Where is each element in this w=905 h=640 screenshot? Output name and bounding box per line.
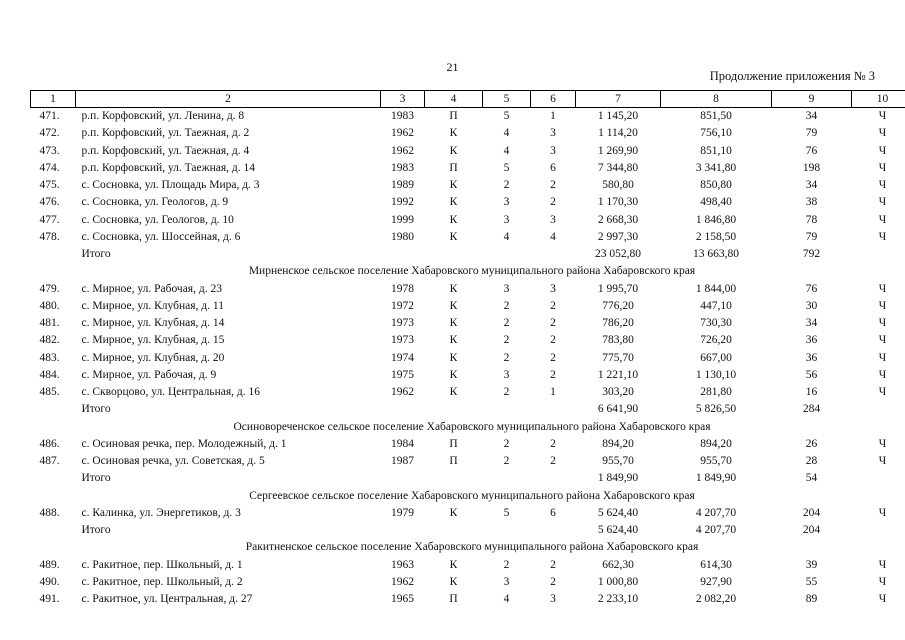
- area-living: 955,70: [700, 455, 732, 468]
- address: с. Скворцово, ул. Центральная, д. 16: [81, 386, 261, 399]
- category: Ч: [878, 144, 887, 157]
- table-row: [31, 574, 905, 591]
- entrances: 4: [550, 230, 556, 243]
- entrances: 1: [550, 386, 556, 399]
- area-total: 5 624,40: [597, 524, 639, 537]
- column-header: 10: [852, 91, 905, 108]
- year: 1975: [391, 368, 414, 381]
- area-living: 13 663,80: [693, 248, 739, 261]
- category: Ч: [878, 317, 887, 330]
- wall-type: К: [449, 317, 458, 330]
- row-number: 477.: [39, 213, 60, 226]
- category: Ч: [878, 179, 887, 192]
- row-number: 480.: [39, 299, 60, 312]
- residents: 26: [805, 437, 818, 450]
- area-living: 927,90: [700, 575, 732, 588]
- area-total: 783,80: [602, 334, 634, 347]
- floors: 5: [503, 110, 510, 123]
- table-row: [31, 281, 905, 298]
- area-total: 894,20: [602, 437, 634, 450]
- table-row: [31, 367, 905, 384]
- entrances: [531, 246, 576, 263]
- area-total: 2 668,30: [597, 213, 639, 226]
- entrances: 3: [550, 282, 556, 295]
- table-row: [31, 436, 905, 453]
- residents: 198: [802, 161, 821, 174]
- area-living: 850,80: [700, 179, 732, 192]
- entrances: 6: [550, 506, 556, 519]
- row-number: 485.: [39, 386, 60, 399]
- year: 1984: [391, 437, 414, 450]
- entrances: 2: [550, 179, 556, 192]
- column-header: 7: [576, 91, 661, 108]
- area-living: 4 207,70: [695, 524, 737, 537]
- category: Ч: [878, 196, 887, 209]
- residents: 78: [805, 213, 818, 226]
- year: [381, 522, 425, 539]
- entrances: 2: [550, 368, 556, 381]
- wall-type: К: [449, 127, 458, 140]
- row-number: 475.: [39, 179, 60, 192]
- wall-type: П: [449, 437, 458, 450]
- residents: 36: [805, 334, 818, 347]
- wall-type: К: [449, 506, 458, 519]
- row-number: 484.: [39, 368, 60, 381]
- row-number: 476.: [39, 196, 60, 209]
- year: 1965: [391, 593, 414, 606]
- wall-type: К: [449, 351, 458, 364]
- wall-type: К: [449, 368, 458, 381]
- floors: 3: [503, 575, 510, 588]
- year: 1974: [391, 351, 414, 364]
- year: 1962: [391, 386, 414, 399]
- area-total: 1 269,90: [597, 144, 639, 157]
- floors: 4: [503, 127, 510, 140]
- entrances: 3: [550, 127, 556, 140]
- residents: 204: [802, 524, 821, 537]
- area-living: 281,80: [700, 386, 732, 399]
- area-living: 5 826,50: [695, 403, 737, 416]
- column-header: 5: [483, 91, 531, 108]
- wall-type: К: [449, 386, 458, 399]
- header-row: [31, 91, 905, 108]
- wall-type: К: [449, 144, 458, 157]
- address: с. Ракитное, пер. Школьный, д. 1: [81, 558, 243, 571]
- area-total: 1 170,30: [597, 196, 639, 209]
- residents: 204: [802, 506, 821, 519]
- year: [381, 401, 425, 418]
- year: 1983: [391, 161, 414, 174]
- wall-type: К: [449, 575, 458, 588]
- category: Ч: [878, 351, 887, 364]
- year: 1999: [391, 213, 414, 226]
- category: Ч: [878, 558, 887, 571]
- table-row: [31, 212, 905, 229]
- area-total: 5 624,40: [597, 506, 639, 519]
- row-number: [31, 246, 76, 263]
- wall-type: К: [449, 213, 458, 226]
- category: Ч: [878, 506, 887, 519]
- address: с. Сосновка, ул. Площадь Мира, д. 3: [81, 179, 260, 192]
- area-total: 955,70: [602, 455, 634, 468]
- table-row: [31, 315, 905, 332]
- category: Ч: [878, 437, 887, 450]
- address: р.п. Корфовский, ул. Таежная, д. 2: [81, 127, 250, 140]
- section-title: Осиновореченское сельское поселение Хабаровского муниципального района Хабаровского края: [233, 420, 711, 433]
- category: Ч: [878, 282, 887, 295]
- category: Ч: [878, 230, 887, 243]
- residents: 76: [805, 144, 818, 157]
- row-number: 473.: [39, 144, 60, 157]
- address: р.п. Корфовский, ул. Ленина, д. 8: [81, 110, 245, 123]
- wall-type: [425, 522, 483, 539]
- wall-type: [425, 246, 483, 263]
- table-row: [31, 229, 905, 246]
- area-living: 851,50: [700, 110, 732, 123]
- wall-type: К: [449, 196, 458, 209]
- column-header: 2: [76, 91, 381, 108]
- address: с. Сосновка, ул. Шоссейная, д. 6: [81, 230, 241, 243]
- total-row: [31, 522, 905, 539]
- category: Ч: [878, 593, 887, 606]
- area-living: 730,30: [700, 317, 732, 330]
- entrances: 3: [550, 213, 556, 226]
- entrances: 1: [550, 110, 556, 123]
- residents: 34: [805, 317, 818, 330]
- residents: 36: [805, 351, 818, 364]
- area-total: 786,20: [602, 317, 634, 330]
- address: с. Калинка, ул. Энергетиков, д. 3: [81, 506, 241, 519]
- residents: 54: [805, 472, 818, 485]
- floors: 5: [503, 161, 510, 174]
- floors: 3: [503, 213, 510, 226]
- area-living: 1 846,80: [695, 213, 737, 226]
- total-row: [31, 401, 905, 418]
- wall-type: К: [449, 558, 458, 571]
- residents: 56: [805, 368, 818, 381]
- entrances: [531, 522, 576, 539]
- year: [381, 246, 425, 263]
- address: с. Мирное, ул. Рабочая, д. 9: [81, 368, 217, 381]
- area-total: 1 145,20: [597, 110, 639, 123]
- entrances: 2: [550, 351, 556, 364]
- row-number: 482.: [39, 334, 60, 347]
- year: 1983: [391, 110, 414, 123]
- area-total: 775,70: [602, 351, 634, 364]
- entrances: 2: [550, 455, 556, 468]
- address: Итого: [81, 403, 111, 416]
- year: 1987: [391, 455, 414, 468]
- entrances: [531, 401, 576, 418]
- floors: 5: [503, 506, 510, 519]
- residents: 28: [805, 455, 818, 468]
- table-row: [31, 332, 905, 349]
- floors: 3: [503, 368, 510, 381]
- category: Ч: [878, 455, 887, 468]
- address: с. Мирное, ул. Клубная, д. 14: [81, 317, 225, 330]
- category: Ч: [878, 299, 887, 312]
- area-living: 1 849,90: [695, 472, 737, 485]
- address: с. Осиновая речка, пер. Молодежный, д. 1: [81, 437, 287, 450]
- residents: 34: [805, 110, 818, 123]
- area-living: 726,20: [700, 334, 732, 347]
- section-title: Ракитненское сельское поселение Хабаровского муниципального района Хабаровского края: [245, 541, 699, 554]
- wall-type: П: [449, 593, 458, 606]
- area-total: 2 233,10: [597, 593, 639, 606]
- year: 1978: [391, 282, 414, 295]
- year: 1962: [391, 144, 414, 157]
- year: 1973: [391, 317, 414, 330]
- column-header: 4: [425, 91, 483, 108]
- housing-table: [30, 90, 905, 608]
- address: Итого: [81, 472, 111, 485]
- address: р.п. Корфовский, ул. Таежная, д. 14: [81, 161, 255, 174]
- section-row: [31, 488, 905, 505]
- row-number: 488.: [39, 506, 60, 519]
- area-total: 7 344,80: [597, 161, 639, 174]
- residents: 34: [805, 179, 818, 192]
- floors: 2: [503, 179, 510, 192]
- year: 1973: [391, 334, 414, 347]
- address: Итого: [81, 524, 111, 537]
- row-number: 491.: [39, 593, 60, 606]
- area-living: 851,10: [700, 144, 732, 157]
- category: Ч: [878, 386, 887, 399]
- area-total: 303,20: [602, 386, 634, 399]
- wall-type: К: [449, 334, 458, 347]
- area-living: 3 341,80: [695, 161, 737, 174]
- floors: 2: [503, 299, 510, 312]
- table-row: [31, 384, 905, 401]
- column-header: 6: [531, 91, 576, 108]
- table-row: [31, 177, 905, 194]
- address: с. Ракитное, пер. Школьный, д. 2: [81, 575, 243, 588]
- area-total: 1 000,80: [597, 575, 639, 588]
- area-total: 23 052,80: [595, 248, 641, 261]
- wall-type: [425, 470, 483, 487]
- area-total: 1 995,70: [597, 282, 639, 295]
- row-number: 478.: [39, 230, 60, 243]
- category: Ч: [878, 368, 887, 381]
- floors: 4: [503, 230, 510, 243]
- category: Ч: [878, 213, 887, 226]
- address: Итого: [81, 248, 111, 261]
- area-total: 580,80: [602, 179, 634, 192]
- entrances: 2: [550, 196, 556, 209]
- year: 1980: [391, 230, 414, 243]
- residents: 79: [805, 127, 818, 140]
- floors: 3: [503, 196, 510, 209]
- row-number: 471.: [39, 110, 60, 123]
- category: [852, 401, 905, 418]
- residents: 284: [802, 403, 821, 416]
- address: с. Ракитное, ул. Центральная, д. 27: [81, 593, 253, 606]
- category: [852, 522, 905, 539]
- table-row: [31, 143, 905, 160]
- floors: 2: [503, 334, 510, 347]
- floors: 2: [503, 558, 510, 571]
- category: Ч: [878, 575, 887, 588]
- address: р.п. Корфовский, ул. Таежная, д. 4: [81, 144, 250, 157]
- section-title: Сергеевское сельское поселение Хабаровского муниципального района Хабаровского края: [249, 489, 695, 502]
- floors: [483, 401, 531, 418]
- section-row: [31, 539, 905, 556]
- area-living: 894,20: [700, 437, 732, 450]
- row-number: 481.: [39, 317, 60, 330]
- table-row: [31, 125, 905, 142]
- address: с. Осиновая речка, ул. Советская, д. 5: [81, 455, 265, 468]
- area-total: 1 849,90: [597, 472, 639, 485]
- total-row: [31, 246, 905, 263]
- table-row: [31, 453, 905, 470]
- area-total: 1 114,20: [598, 127, 638, 140]
- floors: 2: [503, 437, 510, 450]
- residents: 30: [805, 299, 818, 312]
- area-living: 756,10: [700, 127, 732, 140]
- year: 1962: [391, 127, 414, 140]
- entrances: 2: [550, 299, 556, 312]
- area-living: 1 130,10: [695, 368, 737, 381]
- table-row: [31, 350, 905, 367]
- column-header: 3: [381, 91, 425, 108]
- entrances: [531, 470, 576, 487]
- table-row: [31, 160, 905, 177]
- table-row: [31, 194, 905, 211]
- year: [381, 470, 425, 487]
- row-number: 486.: [39, 437, 60, 450]
- residents: 16: [805, 386, 818, 399]
- area-living: 1 844,00: [695, 282, 737, 295]
- table-row: [31, 505, 905, 522]
- appendix-title: Продолжение приложения № 3: [709, 69, 875, 83]
- row-number: 474.: [39, 161, 60, 174]
- row-number: [31, 401, 76, 418]
- area-total: 776,20: [602, 299, 634, 312]
- row-number: [31, 522, 76, 539]
- row-number: 483.: [39, 351, 60, 364]
- residents: 79: [805, 230, 818, 243]
- column-header: 1: [31, 91, 76, 108]
- row-number: 479.: [39, 282, 60, 295]
- address: с. Сосновка, ул. Геологов, д. 10: [81, 213, 234, 226]
- year: 1972: [391, 299, 414, 312]
- area-living: 614,30: [700, 558, 732, 571]
- row-number: 490.: [39, 575, 60, 588]
- table-row: [31, 591, 905, 608]
- row-number: 489.: [39, 558, 60, 571]
- entrances: 3: [550, 593, 556, 606]
- address: с. Мирное, ул. Клубная, д. 15: [81, 334, 225, 347]
- address: с. Мирное, ул. Рабочая, д. 23: [81, 282, 222, 295]
- floors: 4: [503, 144, 510, 157]
- year: 1962: [391, 575, 414, 588]
- entrances: 2: [550, 558, 556, 571]
- wall-type: К: [449, 179, 458, 192]
- area-living: 4 207,70: [695, 506, 737, 519]
- section-row: [31, 419, 905, 436]
- entrances: 3: [550, 144, 556, 157]
- residents: 38: [805, 196, 818, 209]
- column-header: 9: [772, 91, 852, 108]
- table-row: [31, 108, 905, 126]
- area-living: 498,40: [700, 196, 732, 209]
- entrances: 2: [550, 334, 556, 347]
- category: [852, 246, 905, 263]
- floors: [483, 246, 531, 263]
- floors: 2: [503, 351, 510, 364]
- table-row: [31, 557, 905, 574]
- category: Ч: [878, 161, 887, 174]
- floors: [483, 522, 531, 539]
- page-number: 21: [446, 60, 459, 74]
- wall-type: К: [449, 230, 458, 243]
- section-row: [31, 263, 905, 280]
- column-header: 8: [661, 91, 772, 108]
- year: 1989: [391, 179, 414, 192]
- year: 1979: [391, 506, 414, 519]
- area-living: 667,00: [700, 351, 732, 364]
- address: с. Мирное, ул. Клубная, д. 20: [81, 351, 225, 364]
- floors: 2: [503, 317, 510, 330]
- wall-type: П: [449, 110, 458, 123]
- floors: 2: [503, 455, 510, 468]
- year: 1992: [391, 196, 414, 209]
- floors: 2: [503, 386, 510, 399]
- category: [852, 470, 905, 487]
- address: с. Сосновка, ул. Геологов, д. 9: [81, 196, 229, 209]
- residents: 39: [805, 558, 818, 571]
- entrances: 6: [550, 161, 556, 174]
- floors: 4: [503, 593, 510, 606]
- area-total: 1 221,10: [597, 368, 639, 381]
- table-row: [31, 298, 905, 315]
- wall-type: К: [449, 299, 458, 312]
- wall-type: П: [449, 455, 458, 468]
- floors: [483, 470, 531, 487]
- entrances: 2: [550, 317, 556, 330]
- entrances: 2: [550, 575, 556, 588]
- wall-type: [425, 401, 483, 418]
- area-living: 447,10: [700, 299, 732, 312]
- residents: 76: [805, 282, 818, 295]
- wall-type: К: [449, 282, 458, 295]
- address: с. Мирное, ул. Клубная, д. 11: [81, 299, 224, 312]
- area-total: 2 997,30: [597, 230, 639, 243]
- area-living: 2 158,50: [695, 230, 737, 243]
- category: Ч: [878, 334, 887, 347]
- section-title: Мирненское сельское поселение Хабаровского муниципального района Хабаровского края: [248, 265, 696, 278]
- residents: 55: [805, 575, 818, 588]
- year: 1963: [391, 558, 414, 571]
- category: Ч: [878, 127, 887, 140]
- area-living: 2 082,20: [695, 593, 737, 606]
- total-row: [31, 470, 905, 487]
- row-number: 472.: [39, 127, 60, 140]
- entrances: 2: [550, 437, 556, 450]
- row-number: 487.: [39, 455, 60, 468]
- area-total: 662,30: [602, 558, 634, 571]
- category: Ч: [878, 110, 887, 123]
- residents: 792: [802, 248, 821, 261]
- residents: 89: [805, 593, 818, 606]
- wall-type: П: [449, 161, 458, 174]
- row-number: [31, 470, 76, 487]
- area-total: 6 641,90: [597, 403, 639, 416]
- floors: 3: [503, 282, 510, 295]
